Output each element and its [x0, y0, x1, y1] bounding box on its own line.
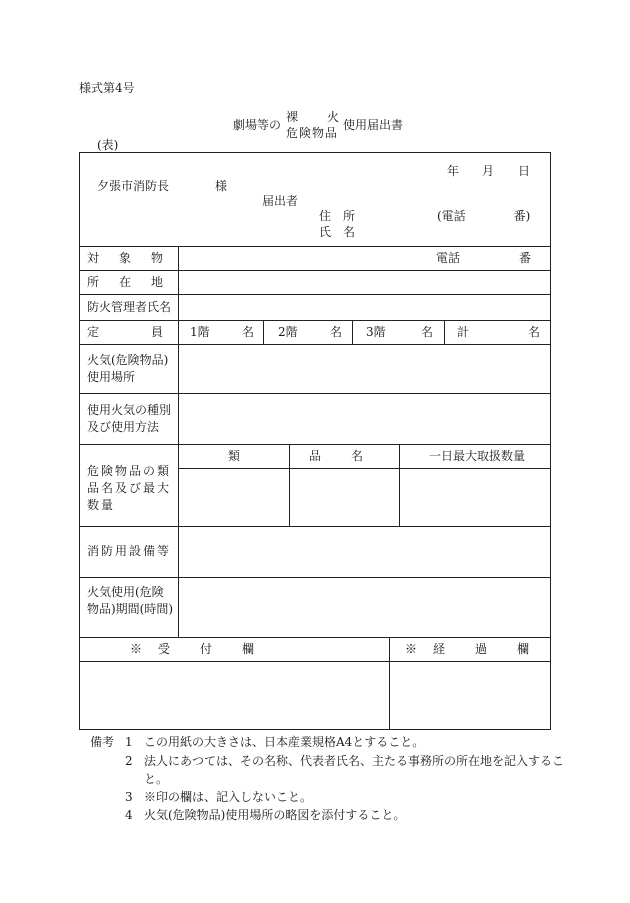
note-4-num: 4 — [125, 808, 133, 822]
reception-column: ※ 受 付 欄 — [130, 642, 257, 656]
hazmat-max-header: 一日最大取扱数量 — [429, 449, 526, 463]
addressee: 夕張市消防長 — [97, 179, 170, 193]
floor1-unit: 名 — [242, 325, 255, 339]
name-label: 氏 名 — [319, 225, 356, 239]
target-phone-label: 電話 — [436, 251, 461, 265]
date-day: 日 — [518, 164, 531, 178]
note-2-cont: と。 — [144, 772, 169, 786]
date-month: 月 — [482, 164, 495, 178]
title-option-fire-a: 裸 — [286, 110, 299, 124]
fire-manager-label: 防火管理者氏名 — [87, 300, 172, 314]
title-option-fire-b: 火 — [327, 110, 340, 124]
target-phone-suffix: 番 — [519, 251, 532, 265]
note-4-text: 火気(危険物品)使用場所の略図を添付すること。 — [144, 808, 406, 822]
floor1-label: 1階 — [190, 325, 210, 339]
hazmat-name-header: 品 名 — [309, 449, 366, 463]
floor3-label: 3階 — [366, 325, 386, 339]
title-option-hazmat: 危険物品 — [286, 126, 339, 140]
note-1-text: この用紙の大きさは、日本産業規格A4とすること。 — [144, 735, 425, 749]
title-prefix: 劇場等の — [233, 118, 282, 132]
fire-type-label: 使用火気の種別及び使用方法 — [87, 403, 172, 434]
phone-label: (電話 番) — [437, 209, 531, 223]
fire-place-label: 火気(危険物品)使用場所 — [87, 353, 169, 384]
side-label: (表) — [97, 138, 119, 152]
location-label: 所 在 地 — [87, 275, 168, 289]
applicant-label: 届出者 — [262, 194, 299, 208]
floor2-label: 2階 — [278, 325, 298, 339]
title-suffix: 使用届出書 — [343, 118, 404, 132]
note-3-text: ※印の欄は、記入しないこと。 — [144, 790, 313, 804]
total-label: 計 — [457, 325, 470, 339]
note-1-num: 1 — [125, 735, 133, 749]
notification-form — [79, 152, 551, 730]
floor2-unit: 名 — [330, 325, 343, 339]
note-2-text: 法人にあつては、その名称、代表者氏名、主たる事務所の所在地を記入するこ — [144, 754, 565, 768]
floor3-unit: 名 — [421, 325, 434, 339]
equipment-label: 消防用設備等 — [87, 544, 172, 558]
form-number: 様式第4号 — [79, 81, 135, 95]
total-unit: 名 — [528, 325, 541, 339]
progress-column: ※ 経 過 欄 — [405, 642, 532, 656]
note-2-num: 2 — [125, 754, 133, 768]
hazmat-class-header: 類 — [228, 449, 241, 463]
note-3-num: 3 — [125, 790, 133, 804]
addressee-honorific: 様 — [215, 179, 228, 193]
hazmat-label: 危険物品の類品名及び最大数量 — [87, 464, 172, 512]
notes-title: 備考 — [90, 735, 115, 749]
date-year: 年 — [447, 164, 460, 178]
target-label: 対 象 物 — [87, 251, 168, 265]
address-label: 住 所 — [319, 209, 356, 223]
capacity-label: 定 員 — [87, 325, 168, 339]
period-label: 火気使用(危険物品)期間(時間) — [87, 585, 174, 616]
